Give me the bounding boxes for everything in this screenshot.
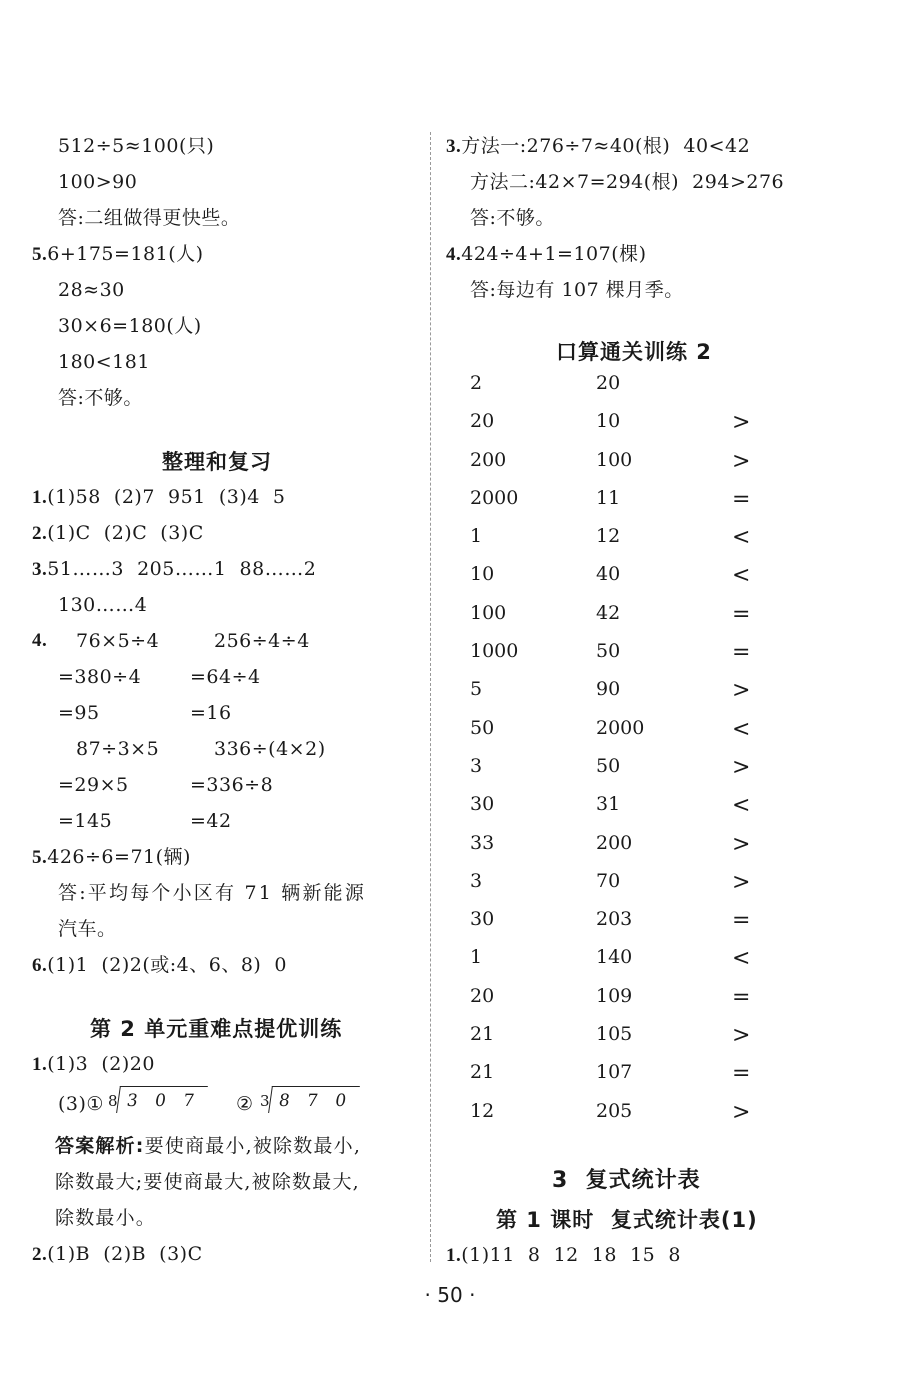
- answer-cell: 105: [596, 1023, 633, 1046]
- comparison-sign: <: [732, 793, 751, 819]
- question-number: 4.: [446, 244, 462, 265]
- answer-row: [470, 717, 770, 755]
- lesson-q1: [446, 1243, 681, 1268]
- answer-cell: 20: [596, 372, 621, 394]
- calc: =95: [58, 702, 100, 724]
- question-text: (1)B (2)B (3)C: [47, 1243, 203, 1265]
- text-line: 汽车。: [58, 918, 117, 940]
- answer-row: [470, 908, 770, 946]
- question-number: 5.: [32, 847, 48, 868]
- answer-cell: 200: [596, 831, 633, 854]
- answer-cell: 30: [470, 793, 495, 816]
- calc: =42: [190, 810, 232, 832]
- text-line: 方法二:42×7=294(根) 294>276: [470, 171, 785, 193]
- answer-row: [470, 946, 770, 984]
- answer-cell: 12: [470, 1099, 495, 1122]
- calc: =336÷8: [190, 774, 274, 796]
- comparison-sign: <: [732, 716, 751, 742]
- question-text: (1)C (2)C (3)C: [47, 522, 204, 544]
- calc: =16: [190, 702, 232, 724]
- answer-cell: 50: [596, 640, 621, 663]
- answer-row: [470, 755, 770, 793]
- question-number: 3.: [446, 136, 462, 157]
- answer-cell: 11: [596, 486, 621, 509]
- calc: =380÷4: [58, 666, 142, 688]
- answer-cell: 42: [596, 601, 621, 624]
- answer-cell: 20: [470, 410, 495, 433]
- comparison-sign: <: [732, 563, 751, 589]
- text-line: 30×6=180(人): [58, 315, 202, 337]
- answer-cell: 31: [596, 793, 621, 816]
- chapter-heading: 3 复式统计表: [552, 1168, 701, 1193]
- text-line: 答:不够。: [470, 207, 555, 229]
- answer-row: [470, 832, 770, 870]
- unit2-q2: [32, 1242, 203, 1267]
- question-5: [32, 242, 204, 267]
- question-number: 5.: [32, 244, 48, 265]
- answer-cell: 30: [470, 908, 495, 931]
- unit2-q1: [32, 1052, 155, 1077]
- review-q1: [32, 485, 286, 510]
- answer-cell: 40: [596, 563, 621, 586]
- answer-cell: 107: [596, 1061, 633, 1084]
- text-line: 除数最大;要使商最大,被除数最大,: [55, 1171, 360, 1193]
- question-number: 2.: [32, 1244, 48, 1265]
- answer-cell: 10: [470, 563, 495, 586]
- answer-cell: 5: [470, 678, 483, 701]
- answer-row: [470, 640, 770, 678]
- answer-cell: 21: [470, 1023, 495, 1046]
- comparison-sign: >: [732, 448, 751, 474]
- text-line: 100>90: [58, 171, 138, 193]
- answer-row: [470, 1061, 770, 1099]
- answer-cell: 1: [470, 946, 483, 969]
- text-line: 130……4: [58, 594, 148, 616]
- question-text: 424÷4+1=107(棵): [461, 243, 647, 265]
- column-divider: [430, 132, 431, 1262]
- answer-cell: 2000: [470, 486, 519, 509]
- oral-calc-answers: [470, 372, 770, 1138]
- answer-cell: 3: [470, 754, 483, 777]
- comparison-sign: >: [732, 869, 751, 895]
- comparison-sign: =: [732, 640, 751, 666]
- answer-row: [470, 449, 770, 487]
- divisor: 3: [260, 1092, 270, 1110]
- answer-row: [470, 1023, 770, 1061]
- answer-cell: 3: [470, 869, 483, 892]
- review-q5: [32, 845, 191, 870]
- comparison-sign: =: [732, 984, 751, 1010]
- calc: 76×5÷4: [76, 630, 160, 652]
- calc: =64÷4: [190, 666, 261, 688]
- question-text: 方法一:276÷7≈40(根) 40<42: [461, 135, 751, 157]
- section-heading: 整理和复习: [162, 450, 272, 474]
- answer-cell: 20: [470, 984, 495, 1007]
- comparison-sign: >: [732, 1099, 751, 1125]
- answer-cell: 205: [596, 1099, 633, 1122]
- answer-cell: 1000: [470, 640, 519, 663]
- comparison-sign: =: [732, 601, 751, 627]
- answer-cell: 21: [470, 1061, 495, 1084]
- question-text: (1)11 8 12 18 15 8: [461, 1244, 681, 1266]
- text-line: 512÷5≈100(只): [58, 135, 215, 157]
- text-line: 答:平均每个小区有 71 辆新能源: [58, 882, 367, 904]
- comparison-sign: =: [732, 486, 751, 512]
- dividend: 3 0 7: [116, 1086, 208, 1113]
- answer-cell: 140: [596, 946, 633, 969]
- answer-cell: 2000: [596, 716, 645, 739]
- answer-cell: 203: [596, 908, 633, 931]
- dividend: 8 7 0: [268, 1086, 360, 1113]
- comparison-sign: <: [732, 525, 751, 551]
- question-text: 426÷6=71(辆): [47, 846, 191, 868]
- long-division-1: [108, 1086, 206, 1113]
- answer-analysis: [55, 1134, 361, 1158]
- answer-cell: 200: [470, 448, 507, 471]
- comparison-sign: =: [732, 908, 751, 934]
- answer-row: [470, 678, 770, 716]
- question-text: (1)1 (2)2(或:4、6、8) 0: [47, 954, 287, 976]
- page-number: · 50 ·: [424, 1283, 476, 1307]
- comparison-sign: >: [732, 678, 751, 704]
- answer-cell: 100: [596, 448, 633, 471]
- comparison-sign: >: [732, 754, 751, 780]
- answer-row: [470, 1100, 770, 1138]
- comparison-sign: =: [732, 1061, 751, 1087]
- text-line: 28≈30: [58, 279, 125, 301]
- text-line: 答:不够。: [58, 387, 143, 409]
- comparison-sign: >: [732, 410, 751, 436]
- answer-cell: 12: [596, 525, 621, 548]
- text-line: 答:每边有 107 棵月季。: [470, 279, 684, 301]
- question-number: 2.: [32, 523, 48, 544]
- calc: 87÷3×5: [76, 738, 160, 760]
- question-number: 1.: [446, 1245, 462, 1266]
- question-number: 1.: [32, 1054, 48, 1075]
- answer-row: [470, 410, 770, 448]
- review-q3: [32, 557, 316, 582]
- comparison-sign: <: [732, 946, 751, 972]
- question-number: 3.: [32, 559, 48, 580]
- question-text: (1)3 (2)20: [47, 1053, 155, 1075]
- answer-row: [470, 985, 770, 1023]
- answer-row: [470, 525, 770, 563]
- comparison-sign: >: [732, 1023, 751, 1049]
- answer-row: [470, 793, 770, 831]
- comparison-sign: >: [732, 831, 751, 857]
- text-line: 答:二组做得更快些。: [58, 207, 241, 229]
- answer-cell: 90: [596, 678, 621, 701]
- question-text: 6+175=181(人): [47, 243, 204, 265]
- review-q2: [32, 521, 204, 546]
- text-line: 180<181: [58, 351, 150, 373]
- analysis-label: 答案解析:: [55, 1135, 145, 1157]
- question-number: 1.: [32, 487, 48, 508]
- answer-row: [470, 602, 770, 640]
- answer-cell: 100: [470, 601, 507, 624]
- calc: 336÷(4×2): [214, 738, 326, 760]
- answer-cell: 33: [470, 831, 495, 854]
- answer-row: [470, 870, 770, 908]
- lesson-heading: 第 1 课时 复式统计表(1): [496, 1208, 758, 1232]
- answer-cell: 2: [470, 372, 483, 394]
- answer-row: [470, 563, 770, 601]
- divisor: 8: [108, 1092, 118, 1110]
- question-number: 6.: [32, 955, 48, 976]
- long-division-2: [260, 1086, 358, 1113]
- question-number: 4.: [32, 630, 48, 651]
- answer-cell: 50: [596, 754, 621, 777]
- answer-cell: 70: [596, 869, 621, 892]
- label: (3)①: [58, 1093, 104, 1115]
- long-division-row: [58, 1092, 104, 1116]
- answer-cell: 109: [596, 984, 633, 1007]
- answer-cell: 10: [596, 410, 621, 433]
- answer-row: [470, 372, 770, 410]
- calc: =145: [58, 810, 113, 832]
- question-3: [446, 134, 750, 159]
- text-line: 除数最小。: [55, 1207, 157, 1229]
- calc: 256÷4÷4: [214, 630, 310, 652]
- section-heading: 口算通关训练 2: [556, 340, 712, 364]
- analysis-text: 要使商最小,被除数最小,: [144, 1135, 362, 1157]
- question-text: (1)58 (2)7 951 (3)4 5: [47, 486, 286, 508]
- label: ②: [236, 1093, 254, 1115]
- question-4: [446, 242, 647, 267]
- review-q6: [32, 953, 287, 978]
- answer-cell: 1: [470, 525, 483, 548]
- question-text: 51……3 205……1 88……2: [47, 558, 317, 580]
- calc: =29×5: [58, 774, 129, 796]
- section-heading: 第 2 单元重难点提优训练: [90, 1017, 343, 1041]
- answer-row: [470, 487, 770, 525]
- answer-cell: 50: [470, 716, 495, 739]
